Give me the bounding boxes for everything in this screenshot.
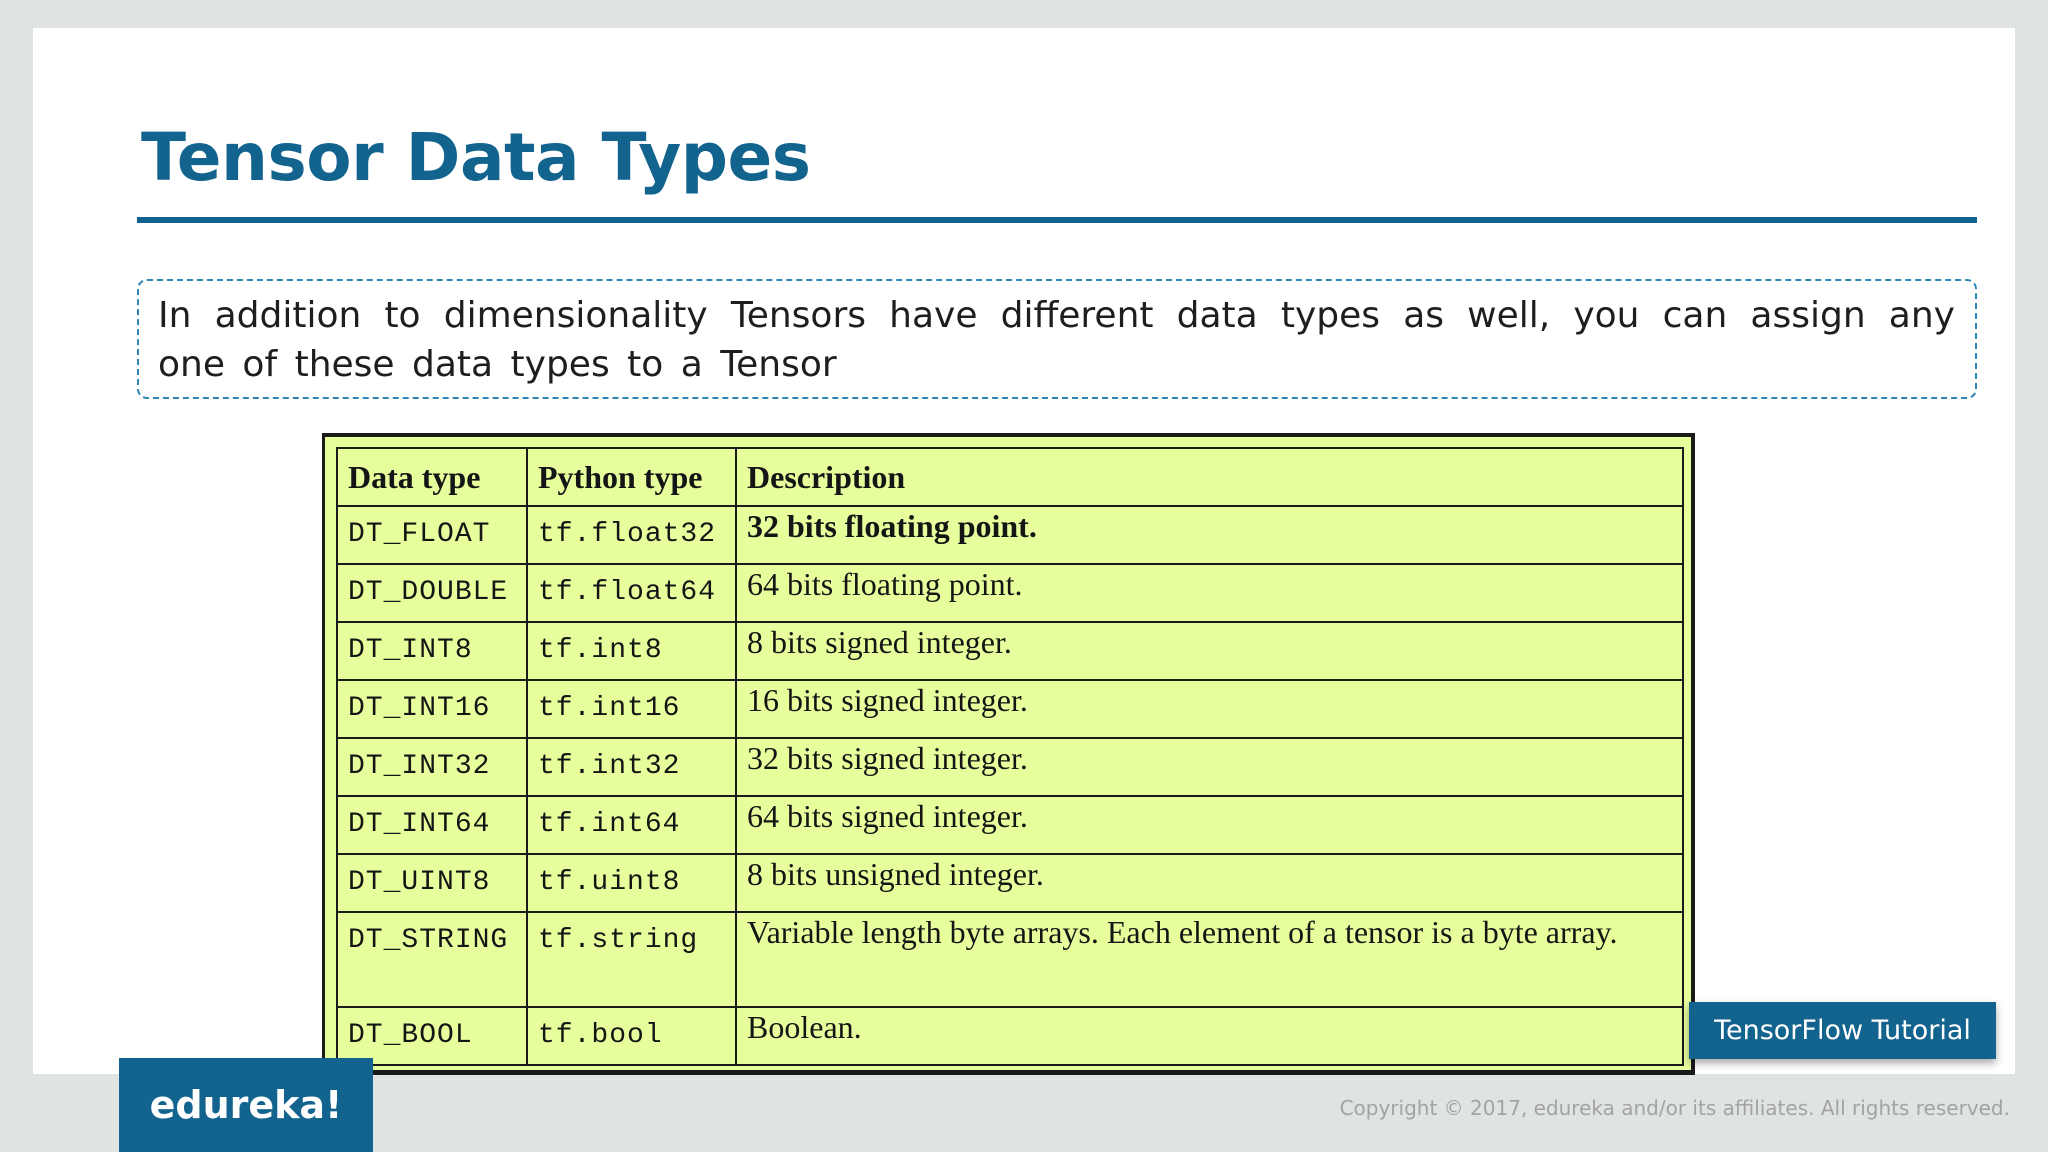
python-type-cell: tf.int64: [527, 796, 736, 854]
table-row: [337, 854, 1683, 912]
edureka-logo: edureka!: [119, 1058, 373, 1152]
data-type-cell: DT_INT64: [337, 796, 527, 854]
column-header-description: Description: [736, 448, 1683, 506]
table-row: [337, 506, 1683, 564]
description-cell: Boolean.: [736, 1007, 1683, 1065]
data-type-cell: DT_UINT8: [337, 854, 527, 912]
python-type-cell: tf.int8: [527, 622, 736, 680]
description-cell: 8 bits signed integer.: [736, 622, 1683, 680]
column-header-data-type: Data type: [337, 448, 527, 506]
description-cell: Variable length byte arrays. Each element of a tensor is a byte array.: [736, 912, 1683, 1007]
description-cell: 64 bits signed integer.: [736, 796, 1683, 854]
data-type-cell: DT_INT16: [337, 680, 527, 738]
python-type-cell: tf.float32: [527, 506, 736, 564]
table-row: [337, 1007, 1683, 1065]
table-row: [337, 622, 1683, 680]
data-type-cell: DT_INT32: [337, 738, 527, 796]
table-row: [337, 912, 1683, 1007]
column-header-python-type: Python type: [527, 448, 736, 506]
python-type-cell: tf.bool: [527, 1007, 736, 1065]
python-type-cell: tf.float64: [527, 564, 736, 622]
slide-title: Tensor Data Types: [141, 119, 811, 196]
copyright-notice: Copyright © 2017, edureka and/or its affiliates. All rights reserved.: [1339, 1096, 2010, 1120]
table-header-row: [337, 448, 1683, 506]
table-row: [337, 680, 1683, 738]
slide: [33, 28, 2015, 1074]
python-type-cell: tf.int32: [527, 738, 736, 796]
table-row: [337, 796, 1683, 854]
description-cell: 32 bits signed integer.: [736, 738, 1683, 796]
table-row: [337, 738, 1683, 796]
data-types-table: [336, 447, 1684, 1066]
python-type-cell: tf.int16: [527, 680, 736, 738]
python-type-cell: tf.string: [527, 912, 736, 1007]
data-types-table-frame: [322, 433, 1695, 1075]
data-type-cell: DT_DOUBLE: [337, 564, 527, 622]
title-underline: [137, 217, 1977, 223]
data-type-cell: DT_FLOAT: [337, 506, 527, 564]
data-type-cell: DT_BOOL: [337, 1007, 527, 1065]
python-type-cell: tf.uint8: [527, 854, 736, 912]
description-cell: 16 bits signed integer.: [736, 680, 1683, 738]
description-cell: 64 bits floating point.: [736, 564, 1683, 622]
table-row: [337, 564, 1683, 622]
course-tag-badge: TensorFlow Tutorial: [1689, 1002, 1996, 1059]
intro-callout: In addition to dimensionality Tensors have different data types as well, you can assign any one of these data types to a Tensor: [137, 279, 1977, 399]
data-type-cell: DT_STRING: [337, 912, 527, 1007]
description-cell: 32 bits floating point.: [736, 506, 1683, 564]
data-type-cell: DT_INT8: [337, 622, 527, 680]
description-cell: 8 bits unsigned integer.: [736, 854, 1683, 912]
